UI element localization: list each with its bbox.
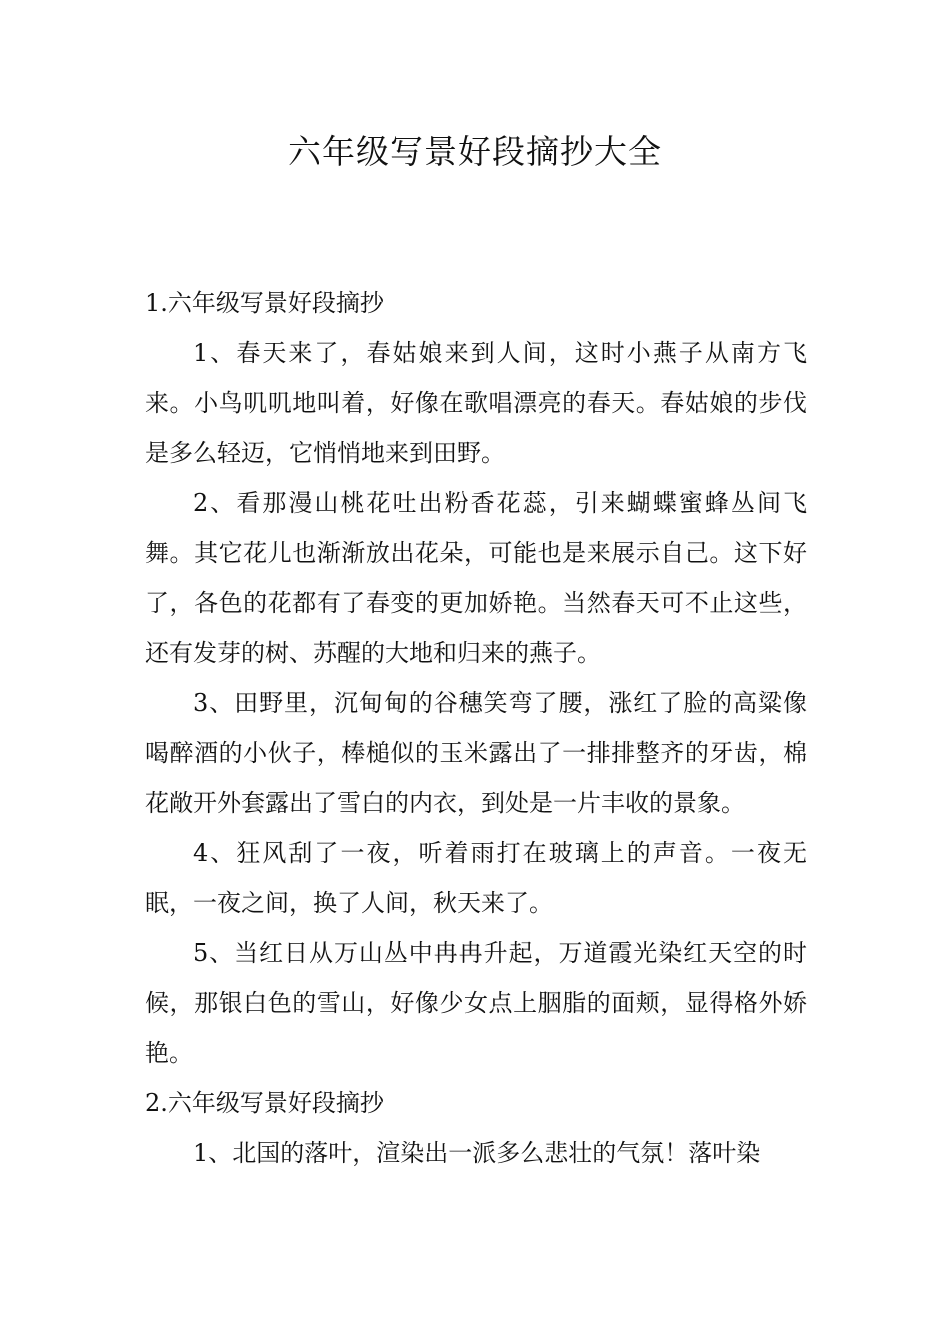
document-title: 六年级写景好段摘抄大全 xyxy=(288,132,662,171)
section-heading: 1.六年级写景好段摘抄 xyxy=(145,289,384,317)
paragraph: 1、春天来了，春姑娘来到人间，这时小燕子从南方飞来。小鸟叽叽地叫着，好像在歌唱漂亮的春天。春姑娘的步伐是多么轻迈，它悄悄地来到田野。 xyxy=(145,339,807,467)
document-body xyxy=(145,278,807,1178)
paragraph: 2、看那漫山桃花吐出粉香花蕊，引来蝴蝶蜜蜂丛间飞舞。其它花儿也渐渐放出花朵，可能也是来展示自己。这下好了，各色的花都有了春变的更加娇艳。当然春天可不止这些，还有发芽的树、苏醒的大地和归来的燕子。 xyxy=(145,489,807,667)
paragraph: 1、北国的落叶，渲染出一派多么悲壮的气氛！落叶染 xyxy=(193,1139,761,1167)
paragraph: 4、狂风刮了一夜，听着雨打在玻璃上的声音。一夜无眠，一夜之间，换了人间，秋天来了。 xyxy=(145,839,807,917)
paragraph: 5、当红日从万山丛中冉冉升起，万道霞光染红天空的时候，那银白色的雪山，好像少女点上胭脂的面颊，显得格外娇艳。 xyxy=(145,939,807,1067)
section-heading: 2.六年级写景好段摘抄 xyxy=(145,1089,384,1117)
section-1 xyxy=(145,278,807,1078)
section-2 xyxy=(145,1078,807,1178)
paragraph: 3、田野里，沉甸甸的谷穗笑弯了腰，涨红了脸的高粱像喝醉酒的小伙子，棒槌似的玉米露出了一排排整齐的牙齿，棉花敞开外套露出了雪白的内衣，到处是一片丰收的景象。 xyxy=(145,689,807,817)
